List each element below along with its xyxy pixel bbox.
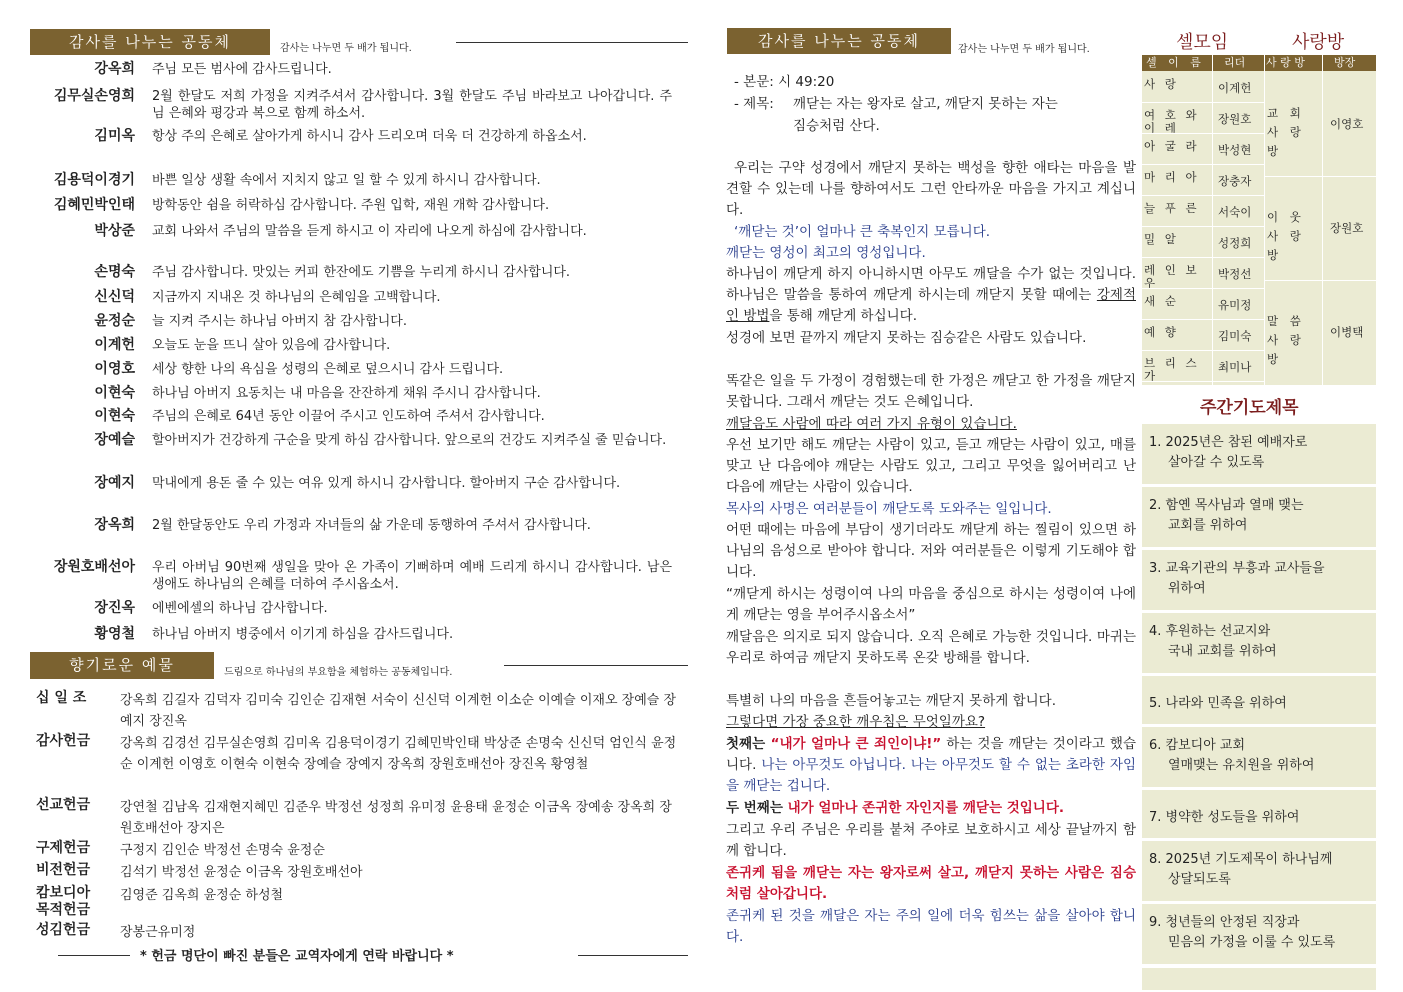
thanks-text: 바쁜 일상 생활 속에서 지치지 않고 일 할 수 있게 하시니 감사합니다. — [152, 173, 541, 188]
thanks-text: 에벤에셀의 하나님 감사합니다. — [152, 601, 328, 616]
sermon-text: 을 통해 깨닫게 하십니다. — [769, 308, 917, 324]
sermon-paragraph: 깨닫는 영성이 최고의 영성입니다. — [726, 245, 926, 261]
thanks-text: 할아버지가 건강하게 구순을 맞게 하심 감사합니다. 앞으로의 건강도 지켜주실 줄 믿습니다. — [152, 433, 667, 448]
divider — [456, 42, 688, 43]
sermon-paragraph — [726, 264, 1136, 327]
prayer-line: 9. 청년들의 안정된 직장과 — [1149, 915, 1300, 930]
cell-leader: 장충자 — [1218, 174, 1252, 188]
prayer-title: 주간기도제목 — [1200, 398, 1299, 418]
divider — [30, 678, 214, 679]
prayer-line: 상달되도록 — [1168, 872, 1231, 887]
cell-leader: 성정희 — [1218, 236, 1252, 250]
sermon-paragraph: 특별히 나의 마음을 흔들어놓고는 깨닫지 못하게 합니다. — [726, 693, 1056, 709]
thanks-text: 교회 나와서 주님의 말씀을 듣게 하시고 이 자리에 나오게 하심에 감사합니다. — [152, 224, 587, 239]
sermon-paragraph: ‘깨닫는 것’이 얼마나 큰 축복인지 모릅니다. — [734, 224, 991, 240]
prayer-line: 7. 병약한 성도들을 위하여 — [1149, 810, 1300, 825]
sermon-paragraph — [726, 734, 1136, 797]
prayer-item — [1142, 550, 1376, 610]
thanks-text: 늘 지켜 주시는 하나님 아버지 참 감사합니다. — [152, 314, 407, 329]
sermon-text: 나는 아무것도 아닙니다. 나는 아무것도 할 수 없는 초라한 자임을 깨닫는 겁니다. — [726, 757, 1137, 794]
cell-name: 늘 푸 른 — [1144, 201, 1200, 215]
thanks-name: 박상준 — [94, 223, 135, 239]
thanks-name: 장옥희 — [94, 517, 135, 533]
thanks-name: 황영철 — [94, 626, 135, 642]
thanks-name: 이현숙 — [94, 385, 135, 401]
thanks-text: 2월 한달동안도 우리 가정과 자녀들의 삶 가운데 동행하여 주셔서 감사합니다. — [152, 518, 591, 533]
row-divider — [1142, 319, 1264, 320]
prayer-line: 살아갈 수 있도록 — [1168, 455, 1265, 470]
prayer-line: 열매맺는 유치원을 위하여 — [1168, 758, 1315, 773]
col-cell-name: 셀 이 름 — [1146, 56, 1205, 69]
prayer-line: 1. 2025년은 참된 예배자로 — [1149, 435, 1308, 450]
offering-footer-note: * 헌금 명단이 빠진 분들은 교역자에게 연락 바랍니다 * — [140, 949, 454, 964]
prayer-line: 국내 교회를 위하여 — [1168, 644, 1277, 659]
love-room-name: 말 씀 사 랑 방 — [1267, 314, 1305, 366]
sermon-paragraph: 깨달음은 의지로 되지 않습니다. 오직 은혜로 가능한 것입니다. 마귀는 우리로 하여금 깨닫지 못하도록 온갖 방해를 합니다. — [726, 629, 1136, 666]
col-love-room: 사 랑 방 — [1266, 56, 1305, 69]
prayer-line: 4. 후원하는 선교지와 — [1149, 624, 1271, 639]
offering-category: 십 일 조 — [36, 690, 87, 706]
thanks-name: 강옥희 — [94, 61, 135, 77]
love-room-head: 장원호 — [1330, 221, 1364, 235]
offering-header: 향기로운 예물 — [30, 652, 214, 678]
cell-name: 레 인 보 우 — [1144, 263, 1200, 290]
divider — [504, 665, 688, 666]
offering-names: 장봉근유미정 — [120, 925, 196, 940]
thanks-subheader: 감사는 나누면 두 배가 됩니다. — [280, 43, 412, 54]
thanks-name: 윤정순 — [94, 313, 135, 329]
prayer-item — [1142, 487, 1376, 547]
thanks-name: 이영호 — [94, 361, 135, 377]
prayer-line: 8. 2025년 기도제목이 하나님께 — [1149, 852, 1333, 867]
col-divider — [1322, 55, 1323, 385]
sermon-paragraph: “깨닫게 하시는 성령이여 나의 마음을 중심으로 하시는 성령이여 나에게 깨닫는 영을 부어주시옵소서” — [726, 586, 1136, 623]
row-divider — [1142, 133, 1264, 134]
offering-category: 비전헌금 — [36, 862, 91, 878]
offering-names: 김영준 김옥희 윤정순 하성철 — [120, 888, 284, 903]
row-divider — [1264, 280, 1376, 281]
thanks-text: 주님의 은혜로 64년 동안 이끌어 주시고 인도하여 주셔서 감사합니다. — [152, 409, 545, 424]
row-divider — [1142, 257, 1264, 258]
sermon-paragraph: 존귀케 됨을 깨닫는 자는 왕자로써 살고, 깨닫지 못하는 사람은 짐승처럼 살아갑니다. — [726, 865, 1136, 902]
thanks-text: 우리 아버님 90번째 생일을 맞아 온 가족이 기뻐하며 예배 드리게 하시니 감사합니다. 남은 생애도 하나님의 은혜를 더하여 주시옵소서. — [152, 560, 672, 592]
thanks-text: 주님 감사합니다. 맛있는 커피 한잔에도 기쁨을 누리게 하시니 감사합니다. — [152, 265, 571, 280]
cell-leader: 장원호 — [1218, 112, 1252, 126]
col-divider — [1212, 55, 1213, 385]
prayer-item — [1142, 727, 1376, 787]
offering-category: 구제헌금 — [36, 840, 91, 856]
sermon-text: 두 번째는 — [726, 800, 788, 816]
sermon-paragraph: 어떤 때에는 마음에 부담이 생기더라도 깨닫게 하는 찔림이 있으면 하나님의 음성으로 받아야 합니다. 저와 여러분들은 이렇게 기도해야 합니다. — [726, 522, 1136, 580]
cell-name: 마 리 아 — [1144, 170, 1200, 184]
thanks-text: 주님 모든 범사에 감사드립니다. — [152, 62, 332, 77]
offering-category: 성김헌금 — [36, 922, 91, 938]
thanks-text: 방학동안 쉼을 허락하심 감사합니다. 주원 입학, 재원 개학 감사합니다. — [152, 198, 550, 213]
cell-name: 새 순 — [1144, 294, 1179, 308]
thanks-name: 장예지 — [94, 475, 135, 491]
offering-names: 강옥희 김길자 김덕자 김미숙 김인순 김재현 서숙이 신신덕 이계헌 이소순 이예슬 이재오 장예슬 장예지 장진옥 — [120, 693, 677, 729]
prayer-footer-bar — [1142, 968, 1376, 990]
thanks-name: 이계헌 — [94, 337, 135, 353]
love-room-title: 사랑방 — [1292, 32, 1345, 53]
thanks-header: 감사를 나누는 공동체 — [30, 29, 270, 55]
thanks-name: 장진옥 — [94, 600, 135, 616]
divider — [578, 955, 688, 956]
prayer-item — [1142, 676, 1376, 724]
sermon-highlight: “내가 얼마나 큰 죄인이냐!” — [770, 736, 942, 752]
prayer-line: 위하여 — [1168, 581, 1206, 596]
sermon-paragraph: 우선 보기만 해도 깨닫는 사람이 있고, 듣고 깨닫는 사람이 있고, 매를 맞고 난 다음에야 깨닫는 사람도 있고, 그리고 무엇을 잃어버리고 난 다음에 깨닫는 사람이 있습니다. — [726, 437, 1136, 495]
sermon-paragraph: 그리고 우리 주님은 우리를 붙쳐 주야로 보호하시고 세상 끝날까지 함께 합니다. — [726, 822, 1136, 859]
text-ref-value: 시 49:20 — [778, 74, 835, 90]
row-divider — [1142, 164, 1264, 165]
prayer-line: 3. 교육기관의 부흥과 교사들을 — [1149, 561, 1325, 576]
thanks-name: 김용덕이경기 — [53, 172, 135, 188]
offering-category: 감사헌금 — [36, 733, 91, 749]
thanks-name: 손명숙 — [94, 264, 135, 280]
offering-names: 김석기 박정선 윤정순 이금옥 장원호배선아 — [120, 865, 363, 880]
cell-leader: 유미정 — [1218, 298, 1252, 312]
prayer-item — [1142, 424, 1376, 484]
col-leader: 리더 — [1224, 56, 1246, 69]
thanks-text: 하나님 아버지 병중에서 이기게 하심을 감사드립니다. — [152, 627, 454, 642]
thanks-name: 김무실손영희 — [53, 88, 135, 104]
cell-leader: 박정선 — [1218, 267, 1252, 281]
thanks-name: 장원호배선아 — [53, 559, 135, 575]
sermon-text: 첫째는 — [726, 736, 771, 752]
prayer-line: 믿음의 가정을 이룰 수 있도록 — [1168, 935, 1336, 950]
love-room-head: 이영호 — [1330, 117, 1364, 131]
thanks-text: 세상 향한 나의 욕심을 성령의 은혜로 덮으시니 감사 드립니다. — [152, 362, 504, 377]
row-divider — [1142, 288, 1264, 289]
row-divider — [1142, 102, 1264, 103]
sermon-highlight: 내가 얼마나 존귀한 자인지를 깨닫는 것입니다. — [787, 800, 1064, 816]
prayer-item — [1142, 904, 1376, 964]
offering-names: 강연철 김남옥 김재현지혜민 김준우 박정선 성정희 유미정 윤용태 윤정순 이금옥 장예송 장옥희 장원호배선아 장지은 — [120, 800, 672, 836]
cell-leader: 서숙이 — [1218, 205, 1252, 219]
row-divider — [1142, 350, 1264, 351]
prayer-line: 2. 함옌 목사님과 열매 맺는 — [1149, 498, 1304, 513]
cell-name: 밀 알 — [1144, 232, 1179, 246]
love-room-name: 교 회 사 랑 방 — [1267, 106, 1305, 158]
offering-category: 선교헌금 — [36, 797, 91, 813]
thanks-text: 지금까지 지내온 것 하나님의 은혜임을 고백합니다. — [152, 290, 441, 305]
sermon-paragraph: 똑같은 일을 두 가정이 경험했는데 한 가정은 깨닫고 한 가정을 깨닫지 못합니다. 그래서 깨닫는 것도 은혜입니다. — [726, 373, 1136, 410]
prayer-item — [1142, 613, 1376, 673]
cell-group-title: 셀모임 — [1176, 32, 1229, 53]
cell-name: 여 호 와 이 레 — [1144, 108, 1200, 135]
text-ref-label: - 본문: — [734, 74, 774, 90]
cell-name: 사 랑 — [1144, 77, 1179, 91]
row-divider — [1142, 195, 1264, 196]
sermon-underline: 강제적인 방법 — [726, 287, 1136, 324]
prayer-item — [1142, 841, 1376, 901]
thanks-name: 장예슬 — [94, 432, 135, 448]
offering-names: 강옥희 김경선 김무실손영희 김미옥 김용덕이경기 김혜민박인태 박상준 손명숙 신신덕 엄인식 윤정순 이계헌 이영호 이현숙 이현숙 장예슬 장예지 장옥희 장원호배선아 장진옥 황영철 — [120, 736, 677, 772]
sermon-text-ref — [734, 72, 834, 93]
row-divider — [1142, 381, 1264, 382]
sermon-text: 하는 것을 깨닫는 것이라고 했습니다. — [726, 736, 1136, 773]
sermon-header: 감사를 나누는 공동체 — [727, 28, 951, 54]
sermon-subheader: 감사는 나누면 두 배가 됩니다. — [958, 44, 1090, 55]
col-divider — [1264, 55, 1265, 385]
prayer-line: 5. 나라와 민족을 위하여 — [1149, 696, 1287, 711]
thanks-text: 오늘도 눈을 뜨니 살아 있음에 감사합니다. — [152, 338, 391, 353]
sermon-title-line1: 깨닫는 자는 왕자로 살고, 깨닫지 못하는 자는 — [793, 96, 1058, 112]
sermon-paragraph: 그렇다면 가장 중요한 깨우침은 무엇일까요? — [726, 714, 986, 730]
thanks-name: 김미옥 — [94, 128, 135, 144]
cell-leader: 김미숙 — [1218, 329, 1252, 343]
cell-leader: 이계헌 — [1218, 81, 1252, 95]
prayer-item — [1142, 790, 1376, 838]
thanks-text: 2월 한달도 저희 가정을 지켜주셔서 감사합니다. 3월 한달도 주님 바라보고 나아갑니다. 주님 은혜와 평강과 복으로 함께 하소서. — [152, 89, 672, 121]
cell-leader: 최미나 — [1218, 360, 1252, 374]
thanks-text: 하나님 아버지 요동치는 내 마음을 잔잔하게 채워 주시니 감사합니다. — [152, 386, 541, 401]
cell-leader: 박성현 — [1218, 143, 1252, 157]
thanks-text: 막내에게 용돈 줄 수 있는 여유 있게 하시니 감사합니다. 할아버지 구순 감사합니다. — [152, 476, 621, 491]
offering-subheader: 드림으로 하나님의 부요함을 체험하는 공동체입니다. — [224, 667, 453, 678]
thanks-text: 항상 주의 은혜로 살아가게 하시니 감사 드리오며 더욱 더 건강하게 하옵소서. — [152, 129, 587, 144]
row-divider — [1264, 176, 1376, 177]
prayer-line: 교회를 위하여 — [1168, 518, 1248, 533]
sermon-paragraph: 목사의 사명은 여러분들이 깨닫도록 도와주는 일입니다. — [726, 501, 1052, 517]
prayer-line: 6. 캄보디아 교회 — [1149, 738, 1246, 753]
sermon-title-label: - 제목: — [734, 96, 774, 112]
col-room-head: 방장 — [1334, 56, 1356, 69]
divider — [58, 955, 130, 956]
sermon-paragraph — [726, 798, 1136, 819]
sermon-title-line2: 짐승처럼 산다. — [793, 118, 880, 134]
offering-category: 캄보디아 목적헌금 — [36, 885, 91, 918]
cell-name: 브 리 스 가 — [1144, 356, 1200, 383]
sermon-paragraph: 존귀케 된 것을 깨달은 자는 주의 일에 더욱 힘쓰는 삶을 살아야 합니다. — [726, 908, 1136, 945]
thanks-name: 신신덕 — [94, 289, 135, 305]
cell-name: 아 굴 라 — [1144, 139, 1200, 153]
thanks-name: 김혜민박인태 — [53, 197, 135, 213]
row-divider — [1142, 226, 1264, 227]
offering-names: 구정지 김인순 박정선 손명숙 윤정순 — [120, 843, 325, 858]
sermon-paragraph: 깨달음도 사람에 따라 여러 가지 유형이 있습니다. — [726, 416, 1017, 432]
sermon-text: 하나님이 깨닫게 하지 아니하시면 아무도 깨달을 수가 없는 것입니다. 하나님은 말씀을 통하여 깨닫게 하시는데 깨닫지 못할 때에는 — [726, 266, 1136, 303]
thanks-name: 이현숙 — [94, 408, 135, 424]
sermon-paragraph: 우리는 구약 성경에서 깨닫지 못하는 백성을 향한 애타는 마음을 발견할 수 있는데 나를 향하여서도 그런 안타까운 마음을 가지고 계십니다. — [726, 160, 1136, 218]
sermon-paragraph: 성경에 보면 끝까지 깨닫지 못하는 짐승같은 사람도 있습니다. — [726, 330, 1087, 346]
love-room-name: 이 웃 사 랑 방 — [1267, 210, 1305, 262]
cell-name: 예 향 — [1144, 325, 1179, 339]
love-room-head: 이병택 — [1330, 325, 1364, 339]
